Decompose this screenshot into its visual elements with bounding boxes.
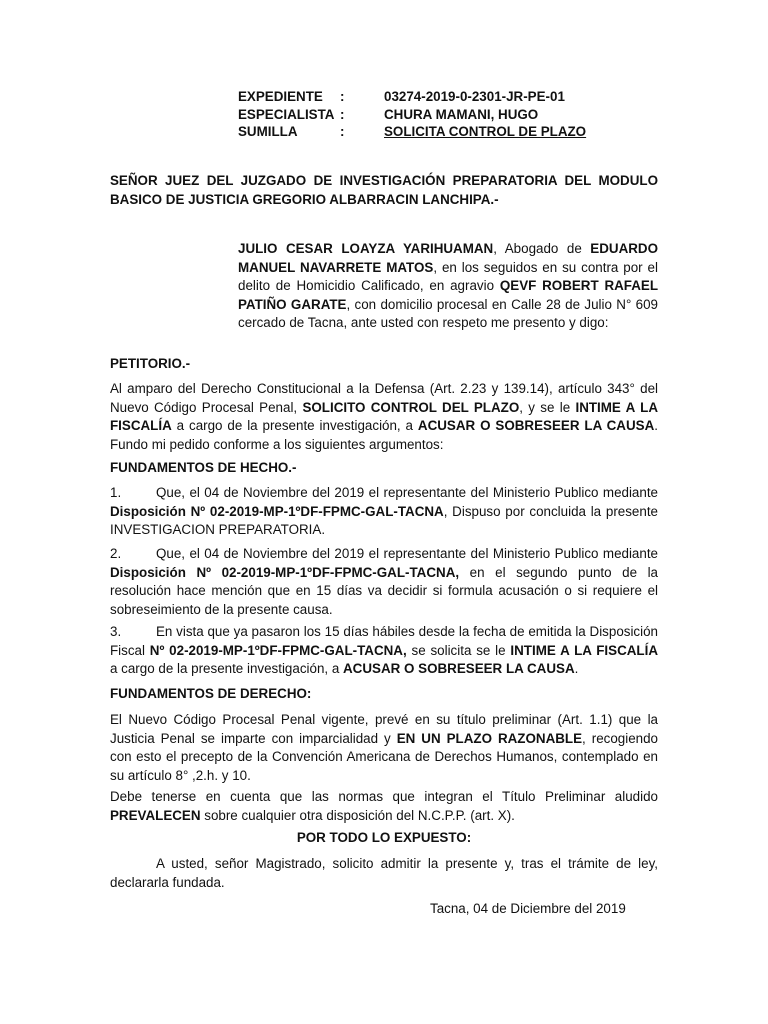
hecho-item-3	[110, 623, 658, 679]
closing-paragraph: A usted, señor Magistrado, solicito admitir la presente y, tras el trámite de ley, declararla fundada.	[110, 856, 658, 890]
derecho-text: Debe tenerse en cuenta que las normas que integran el Título Preliminar aludido	[110, 789, 658, 804]
derecho-text: sobre cualquier otra disposición del N.C.P.P. (art. X).	[200, 807, 515, 823]
derecho-text: , recogiendo con esto el precepto de la Convención Americana de Derechos Humanos, contemplado en su artículo 8° ,2.h. y 10.	[110, 730, 658, 783]
intro-text: , con domicilio procesal en Calle 28 de Julio N° 609 cercado de Tacna, ante usted con respeto me presento y digo:	[238, 296, 658, 331]
derecho-bold: PREVALECEN	[110, 807, 201, 823]
petitorio-text: a cargo de la presente investigación, a	[171, 418, 418, 434]
item-text: .	[574, 661, 579, 677]
especialista-label: ESPECIALISTA	[238, 106, 335, 122]
intro-text: , Abogado de	[493, 241, 591, 256]
victim-name: QEVF ROBERT RAFAEL PATIÑO GARATE	[238, 278, 659, 312]
hecho-item-1	[110, 484, 658, 540]
case-header	[238, 88, 586, 141]
expediente-label: EXPEDIENTE	[238, 89, 323, 104]
lawyer-name: JULIO CESAR LOAYZA YARIHUAMAN	[238, 241, 494, 256]
petitorio-text: , y se le	[519, 399, 576, 415]
petitorio-text: . Fundo mi pedido conforme a los siguientes argumentos:	[110, 418, 658, 452]
especialista-row	[238, 106, 586, 124]
colon: :	[340, 89, 345, 104]
item-text: en el segundo punto de la resolución hace mención que en 15 días va decidir si formula acusación o si requiere el sobreseimiento de la presente causa.	[110, 564, 658, 617]
derecho-bold: EN UN PLAZO RAZONABLE	[396, 730, 583, 746]
addressee: SEÑOR JUEZ DEL JUZGADO DE INVESTIGACIÓN PREPARATORIA DEL MODULO BASICO DE JUSTICIA GREGORIO ALBARRACIN LANCHIPA.-	[110, 173, 658, 207]
hecho-heading: FUNDAMENTOS DE HECHO.-	[110, 460, 297, 475]
petitorio-bold: ACUSAR O SOBRESEER LA CAUSA	[417, 418, 655, 434]
expediente-value: 03274-2019-0-2301-JR-PE-01	[384, 89, 565, 104]
item-text: a cargo de la presente investigación, a	[110, 661, 343, 677]
item-bold: INTIME A LA FISCALÍA	[510, 642, 658, 658]
especialista-value: CHURA MAMANI, HUGO	[384, 106, 539, 122]
colon: :	[340, 124, 345, 139]
petitorio-bold: INTIME A LA FISCALÍA	[110, 399, 658, 434]
petitorio-paragraph	[110, 380, 658, 454]
hecho-item-2	[110, 545, 658, 619]
item-bold: ACUSAR O SOBRESEER LA CAUSA	[343, 661, 575, 677]
item-number: 1.	[110, 485, 122, 500]
intro-paragraph	[238, 240, 658, 333]
item-text: Que, el 04 de Noviembre del 2019 el representante del Ministerio Publico mediante	[156, 546, 658, 561]
item-text: se solicita se le	[406, 642, 511, 658]
sumilla-value: SOLICITA CONTROL DE PLAZO	[384, 124, 587, 139]
derecho-paragraph-1	[110, 711, 658, 785]
derecho-heading: FUNDAMENTOS DE DERECHO:	[110, 686, 312, 701]
intro-text: , en los seguidos en su contra por el delito de Homicidio Calificado, en agravio	[238, 259, 658, 294]
item-text: En vista que ya pasaron los 15 días hábiles desde la fecha de emitida la Disposición Fiscal	[110, 624, 658, 658]
sumilla-label: SUMILLA	[238, 124, 298, 139]
derecho-paragraph-2	[110, 788, 658, 825]
item-number: 2.	[110, 546, 122, 561]
petitorio-text: Al amparo del Derecho Constitucional a la Defensa (Art. 2.23 y 139.14), artículo 343° del Nuevo Código Procesal Penal,	[110, 381, 658, 415]
signature-date: Tacna, 04 de Diciembre del 2019	[430, 901, 626, 916]
item-number: 3.	[110, 624, 122, 639]
item-bold: Disposición Nº 02-2019-MP-1ºDF-FPMC-GAL-TACNA,	[110, 564, 460, 580]
derecho-text: El Nuevo Código Procesal Penal vigente, prevé en su título preliminar (Art. 1.1) que la Justicia Penal se imparte con imparcialidad y	[110, 712, 658, 746]
colon: :	[340, 106, 345, 122]
item-text: , Dispuso por concluida la presente INVESTIGACION PREPARATORIA.	[110, 503, 658, 538]
item-text: Que, el 04 de Noviembre del 2019 el representante del Ministerio Publico mediante	[156, 485, 658, 500]
expediente-row	[238, 88, 586, 106]
petitorio-heading: PETITORIO.-	[110, 356, 191, 371]
closing-heading: POR TODO LO EXPUESTO:	[296, 830, 472, 845]
item-bold: Disposición Nº 02-2019-MP-1ºDF-FPMC-GAL-TACNA	[110, 503, 444, 519]
sumilla-row	[238, 123, 586, 141]
petitorio-bold: SOLICITO CONTROL DEL PLAZO	[302, 399, 520, 415]
item-bold: Nº 02-2019-MP-1ºDF-FPMC-GAL-TACNA,	[149, 642, 407, 658]
client-name: EDUARDO MANUEL NAVARRETE MATOS	[238, 241, 658, 275]
